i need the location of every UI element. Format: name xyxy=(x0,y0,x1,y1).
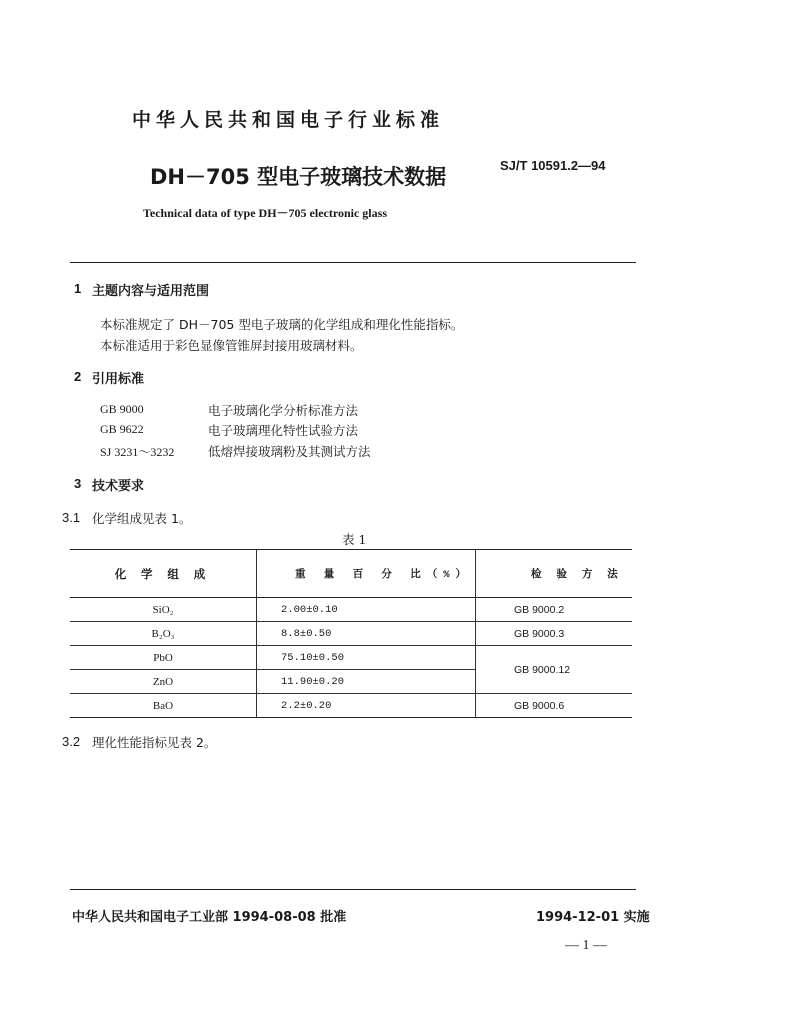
reference-code: GB 9000 xyxy=(100,402,144,416)
section-3-title: 技术要求 xyxy=(92,479,145,494)
method-cell: GB 9000.2 xyxy=(476,598,633,622)
document-title: DH－705 型电子玻璃技术数据 xyxy=(150,165,447,189)
method-cell-merged: GB 9000.12 xyxy=(476,646,633,694)
section-1-paragraph-1: 本标准规定了 DH－705 型电子玻璃的化学组成和理化性能指标。 xyxy=(100,317,464,332)
component-cell: BaO xyxy=(70,694,257,718)
reference-title: 低熔焊接玻璃粉及其测试方法 xyxy=(208,444,371,459)
subsection-3-1-text: 化学组成见表 1。 xyxy=(92,511,192,526)
reference-code: GB 9622 xyxy=(100,422,144,436)
section-3-number: 3 xyxy=(74,476,82,491)
page-number: — 1 — xyxy=(565,938,607,953)
reference-title: 电子玻璃理化特性试验方法 xyxy=(208,423,359,438)
column-header-component: 化 学 组 成 xyxy=(70,550,257,598)
table-row xyxy=(70,646,632,670)
component-cell: ZnO xyxy=(70,670,257,694)
component-cell: B₂O₃ xyxy=(70,622,257,646)
weight-cell: 8.8±0.50 xyxy=(257,622,476,646)
method-cell: GB 9000.3 xyxy=(476,622,633,646)
table-row xyxy=(70,622,632,646)
weight-cell: 2.00±0.10 xyxy=(257,598,476,622)
section-1-paragraph-2: 本标准适用于彩色显像管锥屏封接用玻璃材料。 xyxy=(100,338,363,353)
column-header-weight-percent: 重 量 百 分 比（%） xyxy=(257,550,476,598)
section-2-title: 引用标准 xyxy=(92,372,145,387)
reference-code: SJ 3231～3232 xyxy=(100,445,175,459)
reference-title: 电子玻璃化学分析标准方法 xyxy=(208,403,359,418)
method-cell: GB 9000.6 xyxy=(476,694,633,718)
header-rule xyxy=(70,262,636,263)
weight-cell: 11.90±0.20 xyxy=(257,670,476,694)
subsection-3-1-number: 3.1 xyxy=(62,510,81,525)
table-row xyxy=(70,598,632,622)
section-1-number: 1 xyxy=(74,281,82,296)
standard-organization-header: 中华人民共和国电子行业标准 xyxy=(132,109,445,131)
subsection-3-2-number: 3.2 xyxy=(62,734,81,749)
section-1-title: 主题内容与适用范围 xyxy=(92,284,210,299)
section-2-number: 2 xyxy=(74,369,82,384)
standard-code: SJ/T 10591.2—94 xyxy=(500,158,606,173)
component-cell: PbO xyxy=(70,646,257,670)
table-1-caption: 表 1 xyxy=(342,532,367,547)
table-header-row xyxy=(70,550,632,598)
subsection-3-2-text: 理化性能指标见表 2。 xyxy=(92,735,217,750)
footer-rule xyxy=(70,889,636,890)
table-row xyxy=(70,694,632,718)
chemical-composition-table xyxy=(70,549,632,718)
approval-line: 中华人民共和国电子工业部 1994-08-08 批准 xyxy=(72,910,347,925)
weight-cell: 2.2±0.20 xyxy=(257,694,476,718)
weight-cell: 75.10±0.50 xyxy=(257,646,476,670)
effective-date: 1994-12-01 实施 xyxy=(536,910,650,925)
component-cell: SiO₂ xyxy=(70,598,257,622)
english-title: Technical data of type DH－705 electronic glass xyxy=(143,206,387,220)
column-header-test-method: 检 验 方 法 xyxy=(476,550,633,598)
